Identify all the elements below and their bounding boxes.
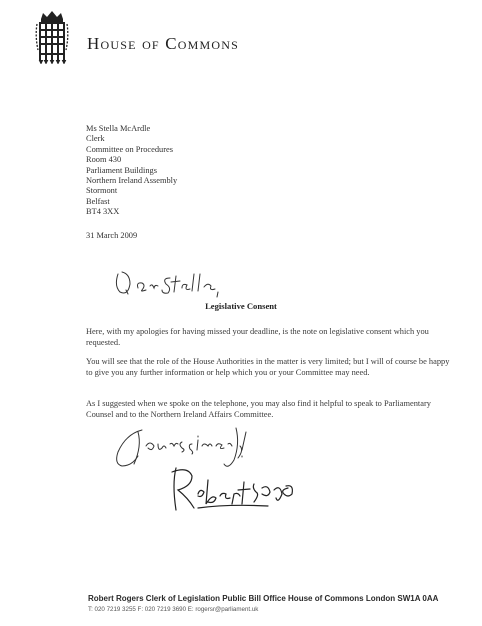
- recipient-building: Parliament Buildings: [86, 165, 157, 175]
- handwritten-salutation: [112, 266, 242, 300]
- handwritten-signature: [168, 464, 298, 516]
- footer-sender-details: Robert Rogers Clerk of Legislation Public Bill Office House of Commons London SW1A 0AA: [88, 594, 439, 603]
- body-paragraph: You will see that the role of the House Authorities in the matter is very limited; but I will of course be happy to give you any further information or help which you or your Committee may need.: [86, 357, 450, 377]
- letter-subject: Legislative Consent: [205, 301, 277, 311]
- organization-name: House of Commons: [87, 34, 240, 53]
- portcullis-icon: [34, 10, 70, 64]
- recipient-city: Belfast: [86, 196, 110, 206]
- recipient-name: Ms Stella McArdle: [86, 124, 151, 133]
- recipient-area: Stormont: [86, 186, 118, 196]
- recipient-address: [86, 124, 177, 218]
- letter-footer: [88, 594, 438, 613]
- recipient-committee: Committee on Procedures: [86, 144, 173, 154]
- recipient-assembly: Northern Ireland Assembly: [86, 176, 178, 186]
- letter-date: 31 March 2009: [86, 231, 138, 240]
- body-paragraph: Here, with my apologies for having missed your deadline, is the note on legislative consent which you requested.: [86, 327, 429, 347]
- recipient-title: Clerk: [86, 134, 105, 144]
- body-paragraph: As I suggested when we spoke on the telephone, you may also find it helpful to speak to Parliamentary Counsel and to the Northern Ireland Affairs Committee.: [86, 399, 431, 419]
- recipient-room: Room 430: [86, 155, 122, 165]
- footer-contact-details: T: 020 7219 3255 F: 020 7219 3690 E: rogersr@parliament.uk: [88, 606, 259, 613]
- recipient-postcode: BT4 3XX: [86, 207, 120, 217]
